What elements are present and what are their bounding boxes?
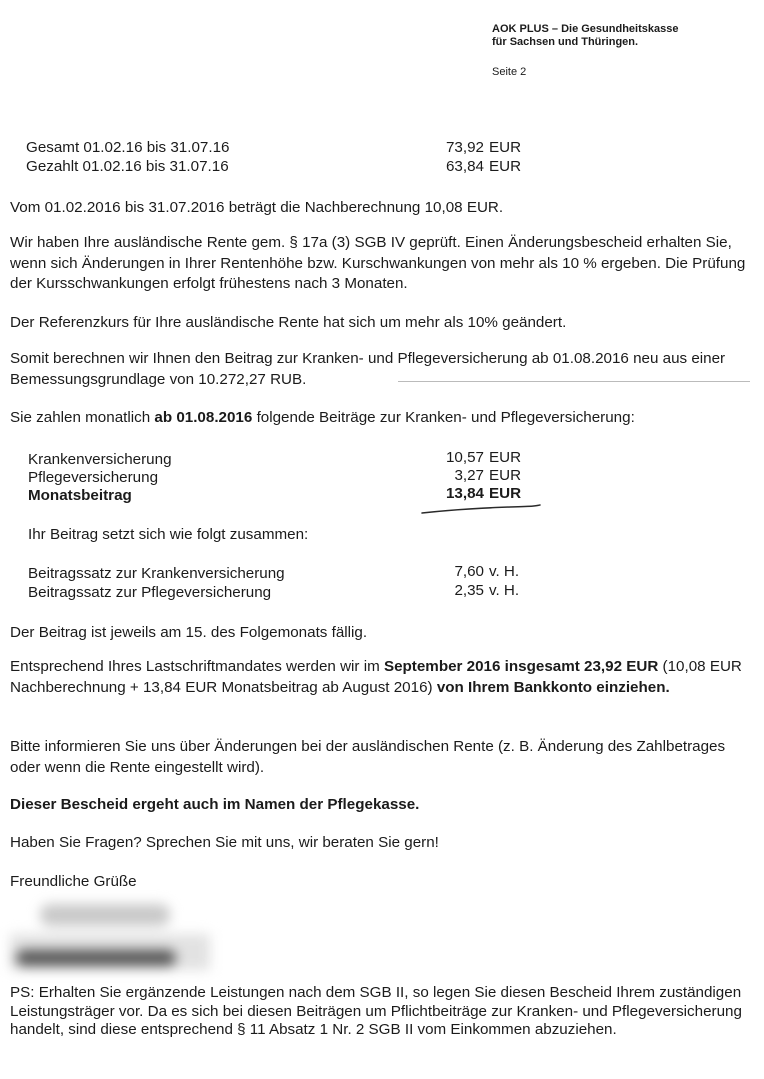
summary-row-label: Gesamt 01.02.16 bis 31.07.16 [26,139,230,156]
contribution-total-amount: 13,84 [445,485,484,502]
rate-amount: 2,35 [454,582,484,599]
direct-debit-a: Entsprechend Ihres Lastschriftmandates werden wir im [10,658,384,675]
reference-rate-text: Der Referenzkurs für Ihre ausländische Rente hat sich um mehr als 10% geändert. [10,314,567,331]
contribution-total-currency: EUR [489,485,522,502]
summary-row-amount: 63,84 [445,158,484,175]
contribution-label: Pflegeversicherung [28,469,159,486]
pension-review-text: Wir haben Ihre ausländische Rente gem. § 17a (3) SGB IV geprüft. Einen Änderungsbescheid erhalten Sie, wenn sich Änderungen in Ihrer Rentenhöhe bzw. Kurschwankungen von mehr als 10 % ergeben. Die Prüfung der Kursschwankungen erfolgt frühestens nach 3 Monaten. [10,234,746,292]
rate-unit: v. H. [489,563,520,580]
direct-debit-amount: September 2016 insgesamt 23,92 EUR [383,658,659,675]
questions-text: Haben Sie Fragen? Sprechen Sie mit uns, wir beraten Sie gern! [10,834,439,851]
contribution-amount: 3,27 [454,467,484,484]
contribution-amount: 10,57 [445,449,484,466]
ps-note: PS: Erhalten Sie ergänzende Leistungen nach dem SGB II, so legen Sie diesen Bescheid Ihrem zuständigen Leistungsträger vor. Da es sich bei diesen Beiträgen um Pflichtbeiträge zur Kranken- und Pflegeversicherung handelt, sind diese entsprechend § 11 Absatz 1 Nr. 2 SGB II vom Einkommen abzuziehen. [10,984,742,1038]
contribution-currency: EUR [489,467,522,484]
summary-row-label: Gezahlt 01.02.16 bis 31.07.16 [26,158,229,175]
summary-row-amount: 73,92 [445,139,484,156]
summary-row-currency: EUR [489,158,522,175]
sender-org-line2: für Sachsen und Thüringen. [492,36,639,48]
recalculation-text: Vom 01.02.2016 bis 31.07.2016 beträgt die Nachberechnung 10,08 EUR. [10,199,504,216]
rate-amount: 7,60 [454,563,484,580]
composition-intro: Ihr Beitrag setzt sich wie folgt zusammen: [28,526,309,543]
direct-debit-d: von Ihrem Bankkonto einziehen. [436,678,670,696]
handwritten-underline [420,500,544,516]
sender-org-line1: AOK PLUS – Die Gesundheitskasse [492,23,679,35]
new-calculation-text: Somit berechnen wir Ihnen den Beitrag zur Kranken- und Pflegeversicherung ab 01.08.2016 neu aus einer Bemessungsgrundlage von 10.272,27 RUB. [10,350,726,388]
summary-row-currency: EUR [489,139,522,156]
inform-changes-text: Bitte informieren Sie uns über Änderungen bei der ausländischen Rente (z. B. Änderung des Zahlbetrages oder wenn die Rente eingestellt wird). [10,738,726,776]
care-fund-note: Dieser Bescheid ergeht auch im Namen der Pflegekasse. [10,796,420,813]
monthly-intro-c: folgende Beiträge zur Kranken- und Pflegeversicherung: [252,409,635,426]
scan-artifact-line [398,381,750,382]
rate-unit: v. H. [489,582,520,599]
direct-debit-c: (10,08 EUR Nachberechnung + 13,84 EUR Monatsbeitrag ab August 2016) [10,658,742,696]
contribution-label: Krankenversicherung [28,451,172,468]
monthly-intro-date: ab 01.08.2016 [154,409,253,426]
rate-label: Beitragssatz zur Pflegeversicherung [28,584,272,601]
monthly-intro-text [10,408,750,429]
contribution-currency: EUR [489,449,522,466]
monthly-intro-a: Sie zahlen monatlich [10,409,155,426]
rate-label: Beitragssatz zur Krankenversicherung [28,565,285,582]
direct-debit-text [10,657,750,698]
due-date-text: Der Beitrag ist jeweils am 15. des Folgemonats fällig. [10,624,368,641]
contribution-total-label: Monatsbeitrag [28,487,132,504]
closing-greeting: Freundliche Grüße [10,873,137,890]
page-number: Seite 2 [492,66,527,78]
redacted-signature [10,898,220,976]
